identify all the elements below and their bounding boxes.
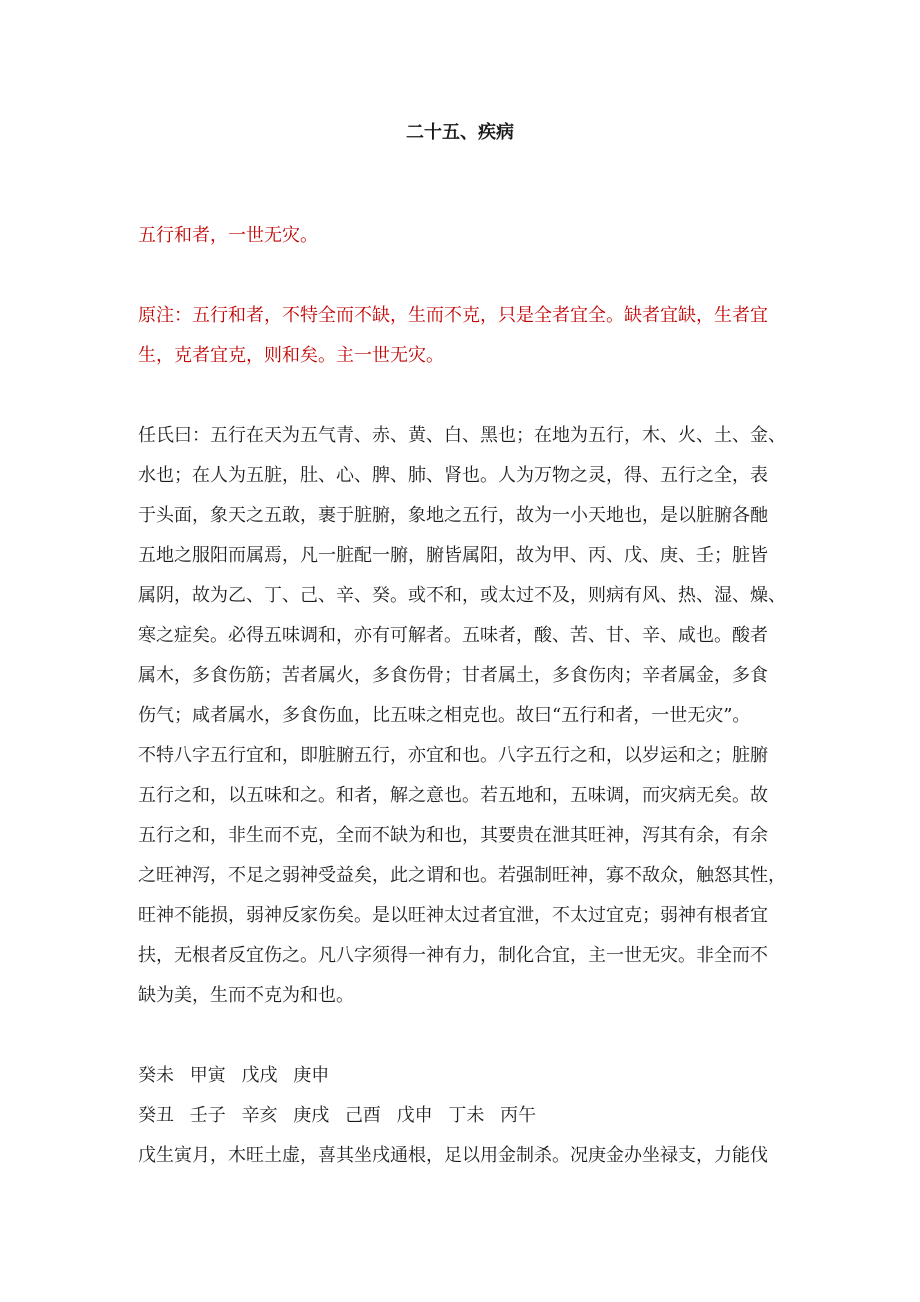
note-line: 生，克者宜克，则和矣。主一世无灾。 xyxy=(138,345,444,366)
pillar: 庚申 xyxy=(293,1065,330,1086)
pillar: 壬子 xyxy=(189,1105,226,1126)
commentary-line: 任氏曰：五行在天为五气青、赤、黄、白、黑也；在地为五行，木、火、土、金、 xyxy=(138,425,786,446)
pillar: 戊申 xyxy=(396,1105,433,1126)
commentary-line: 寒之症矣。必得五味调和，亦有可解者。五味者，酸、苦、甘、辛、咸也。酸者 xyxy=(138,625,768,646)
pillar: 甲寅 xyxy=(189,1065,226,1086)
commentary xyxy=(138,416,788,1016)
commentary-line: 属木，多食伤筋；苦者属火，多食伤骨；甘者属土，多食伤肉；辛者属金，多食 xyxy=(138,665,768,686)
commentary-line: 五地之服阳而属焉，凡一脏配一腑，腑皆属阳，故为甲、丙、戊、庚、壬；脏皆 xyxy=(138,545,768,566)
commentary-line: 伤气；咸者属水，多食伤血，比五味之相克也。故曰“五行和者，一世无灾”。 xyxy=(138,705,751,726)
analysis-text xyxy=(138,1136,788,1176)
pillar: 戊戌 xyxy=(241,1065,278,1086)
verse-text: 五行和者，一世无灾。 xyxy=(138,225,318,246)
chapter-title: 二十五、疾病 xyxy=(406,122,514,143)
commentary-line: 属阴，故为乙、丁、己、辛、癸。或不和，或太过不及，则病有风、热、湿、燥、 xyxy=(138,585,786,606)
commentary-line: 缺为美，生而不克为和也。 xyxy=(138,985,354,1006)
pillar: 己酉 xyxy=(344,1105,381,1126)
commentary-line: 扶，无根者反宜伤之。凡八字须得一神有力，制化合宜，主一世无灾。非全而不 xyxy=(138,945,768,966)
commentary-line: 于头面，象天之五敢，裹于脏腑，象地之五行，故为一小天地也，是以脏腑各酏 xyxy=(138,505,768,526)
note-line: 原注：五行和者，不特全而不缺，生而不克，只是全者宜全。缺者宜缺，生者宜 xyxy=(138,305,768,326)
analysis-line: 戊生寅月，木旺土虚，喜其坐戌通根，足以用金制杀。况庚金办坐禄支，力能伐 xyxy=(138,1145,768,1166)
commentary-line: 五行之和，非生而不克，全而不缺为和也，其要贵在泄其旺神，泻其有余，有余 xyxy=(138,825,768,846)
dayun-pillars xyxy=(138,1096,788,1136)
bazi-pillars xyxy=(138,1056,788,1096)
pillar: 丙午 xyxy=(500,1105,537,1126)
pillar: 癸丑 xyxy=(138,1105,174,1126)
pillar: 庚戌 xyxy=(293,1105,330,1126)
commentary-line: 之旺神泻，不足之弱神受益矣，此之谓和也。若强制旺神，寡不敌众，触怒其性， xyxy=(138,865,786,886)
pillar: 辛亥 xyxy=(241,1105,278,1126)
pillar: 丁未 xyxy=(448,1105,485,1126)
original-note xyxy=(138,296,788,376)
commentary-line: 不特八字五行宜和，即脏腑五行，亦宜和也。八字五行之和，以岁运和之；脏腑 xyxy=(138,745,768,766)
commentary-line: 水也；在人为五脏，肚、心、脾、肺、肾也。人为万物之灵，得、五行之全，表 xyxy=(138,465,768,486)
commentary-line: 五行之和，以五味和之。和者，解之意也。若五地和，五味调，而灾病无矣。故 xyxy=(138,785,768,806)
commentary-line: 旺神不能损，弱神反家伤矣。是以旺神太过者宜泄，不太过宜克；弱神有根者宜 xyxy=(138,905,768,926)
pillar: 癸未 xyxy=(138,1065,174,1086)
